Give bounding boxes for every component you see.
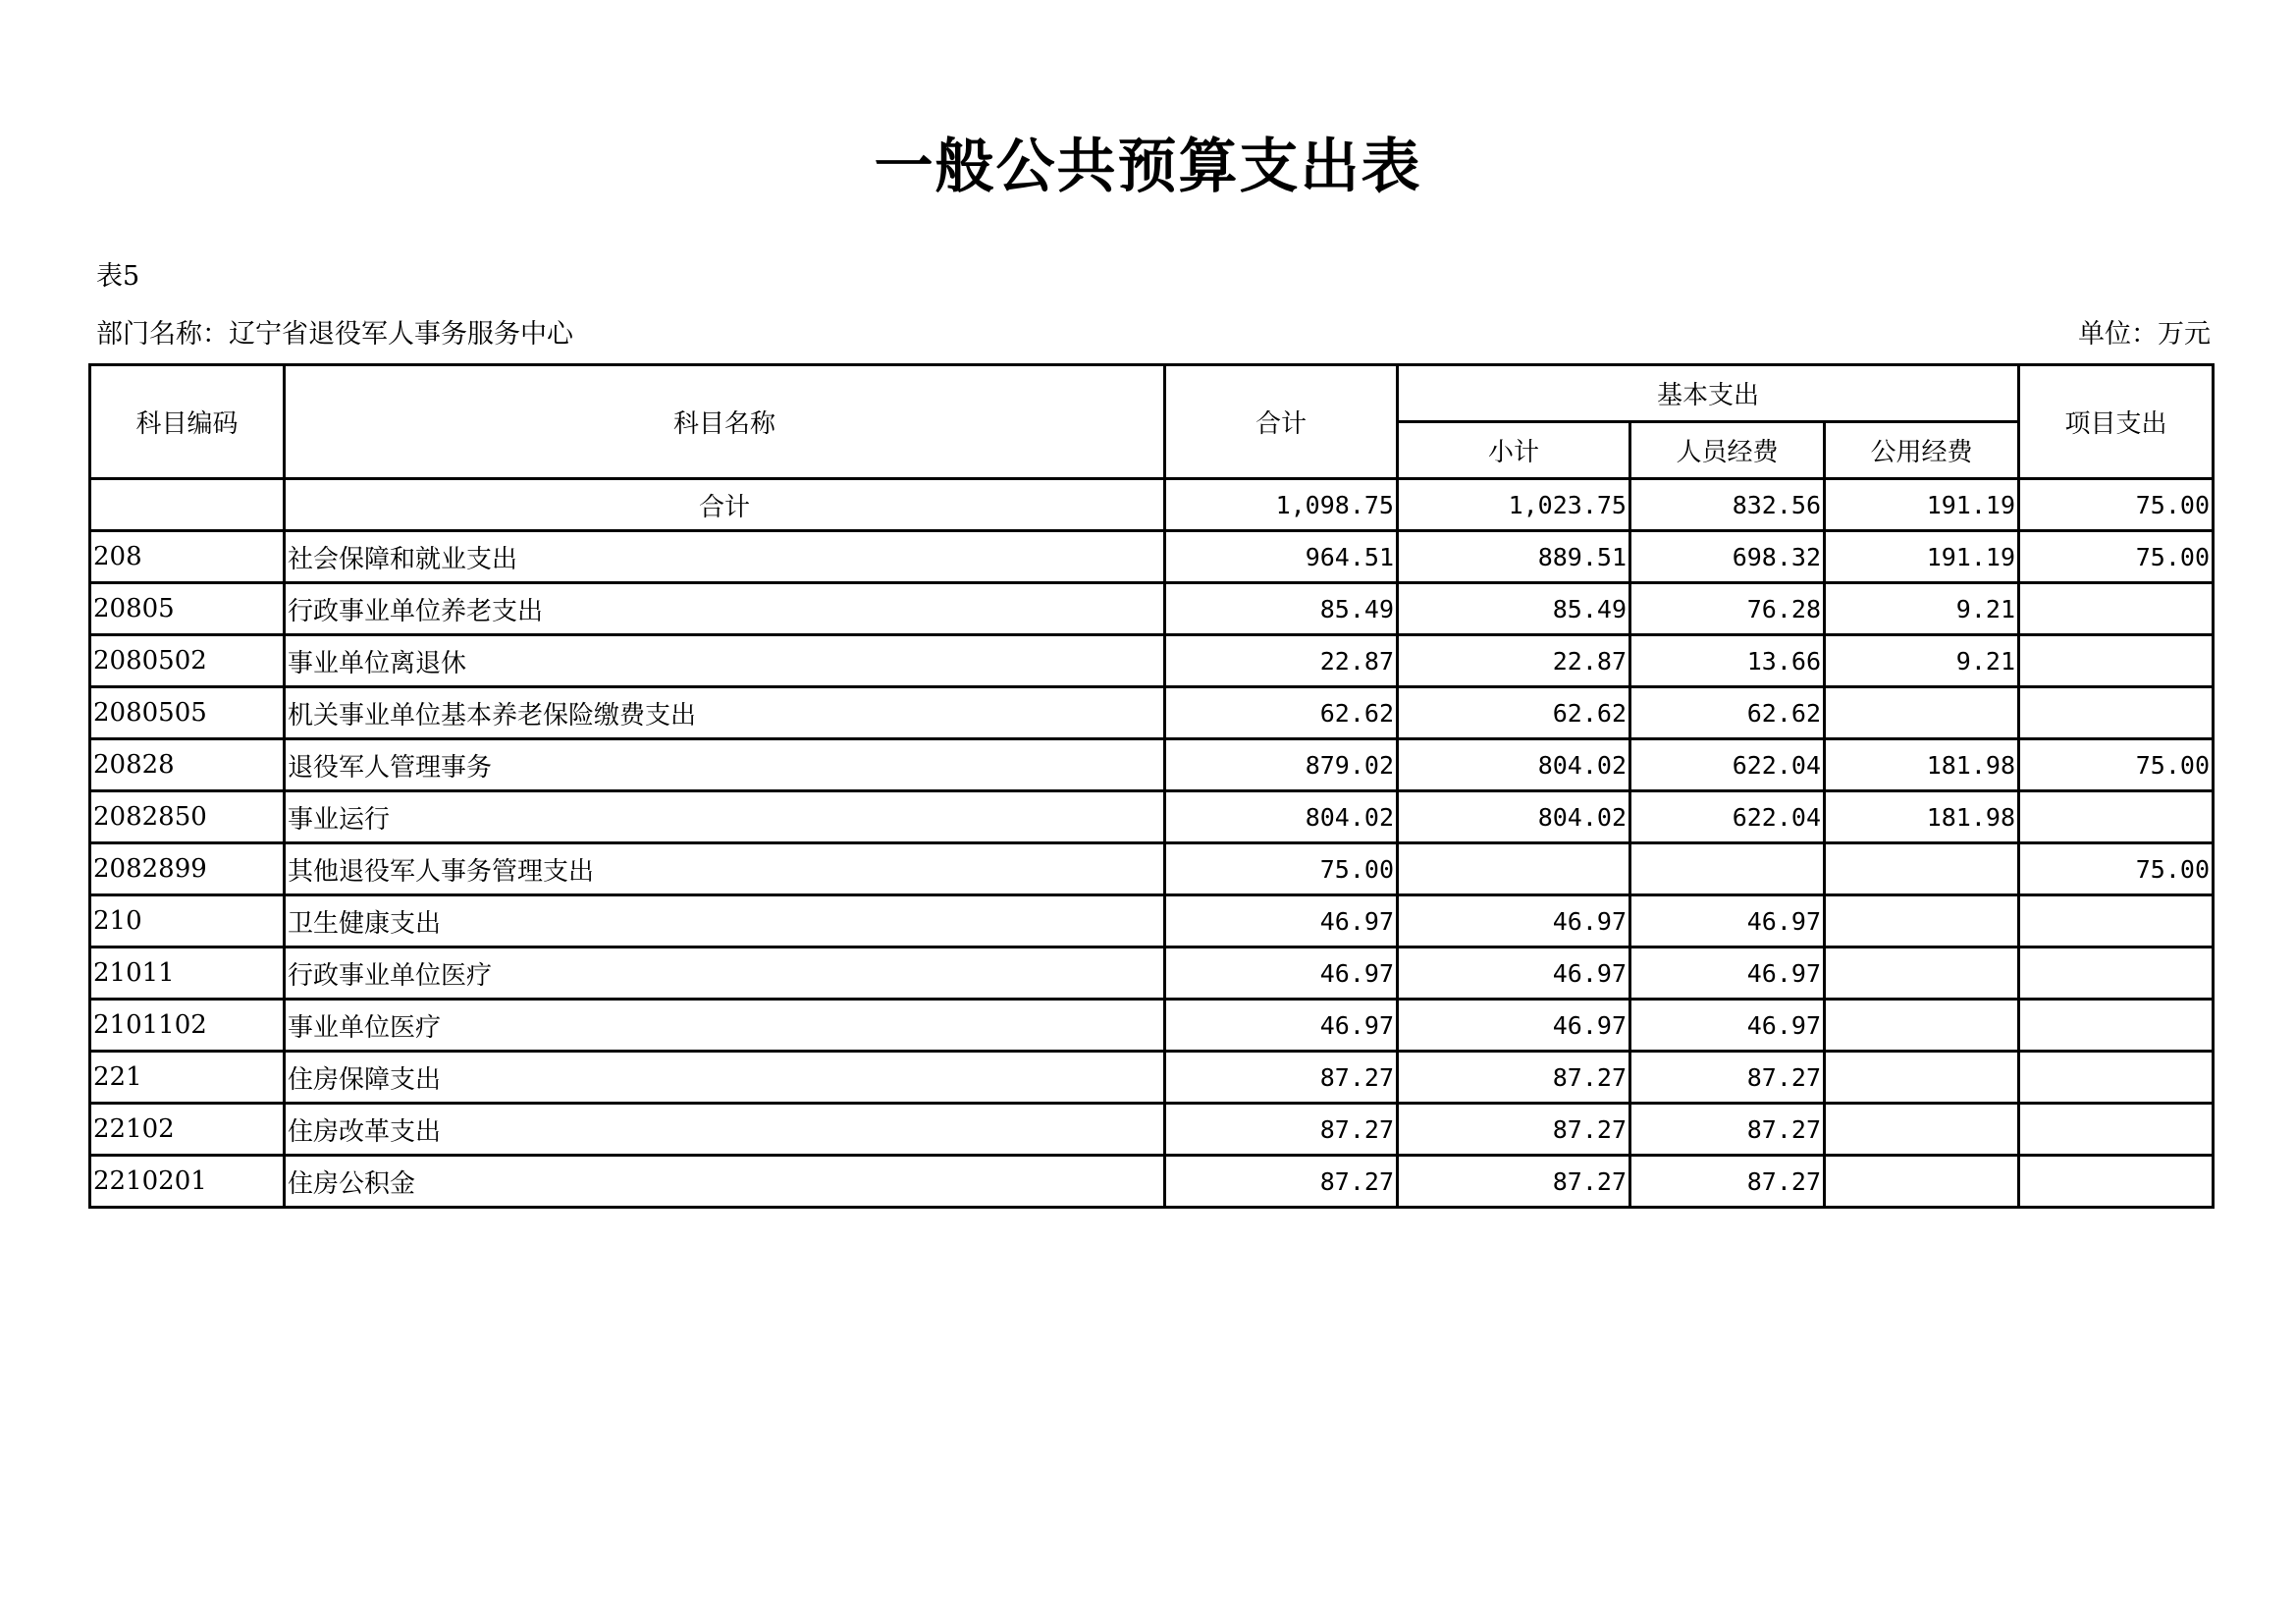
cell-public (1825, 1104, 2019, 1156)
cell-subtotal: 87.27 (1398, 1104, 1630, 1156)
cell-name: 卫生健康支出 (285, 895, 1165, 947)
total-row-personnel: 832.56 (1630, 479, 1825, 531)
header-code: 科目编码 (90, 365, 285, 479)
table-row (90, 895, 2214, 947)
cell-total: 46.97 (1165, 1000, 1398, 1052)
cell-code: 2082899 (90, 843, 285, 895)
cell-subtotal: 889.51 (1398, 531, 1630, 583)
cell-total: 804.02 (1165, 791, 1398, 843)
cell-name: 其他退役军人事务管理支出 (285, 843, 1165, 895)
cell-project: 75.00 (2019, 739, 2214, 791)
cell-code: 2101102 (90, 1000, 285, 1052)
table-row (90, 1104, 2214, 1156)
cell-personnel: 622.04 (1630, 739, 1825, 791)
cell-personnel: 46.97 (1630, 947, 1825, 1000)
table-row (90, 1052, 2214, 1104)
table-row (90, 1156, 2214, 1208)
header-subtotal: 小计 (1398, 422, 1630, 479)
cell-public (1825, 1052, 2019, 1104)
table-header (90, 365, 2214, 479)
cell-name: 行政事业单位养老支出 (285, 583, 1165, 635)
cell-code: 20805 (90, 583, 285, 635)
cell-public (1825, 843, 2019, 895)
table-body (90, 479, 2214, 1208)
total-row-project: 75.00 (2019, 479, 2214, 531)
cell-name: 事业单位离退休 (285, 635, 1165, 687)
cell-name: 退役军人管理事务 (285, 739, 1165, 791)
cell-project (2019, 1156, 2214, 1208)
budget-table (88, 363, 2215, 1209)
table-row (90, 843, 2214, 895)
cell-total: 87.27 (1165, 1156, 1398, 1208)
department-name: 部门名称：辽宁省退役军人事务服务中心 (96, 319, 573, 350)
cell-total: 85.49 (1165, 583, 1398, 635)
cell-project (2019, 1052, 2214, 1104)
total-row-public: 191.19 (1825, 479, 2019, 531)
cell-project: 75.00 (2019, 531, 2214, 583)
cell-name: 住房公积金 (285, 1156, 1165, 1208)
cell-code: 208 (90, 531, 285, 583)
cell-name: 住房保障支出 (285, 1052, 1165, 1104)
cell-personnel: 46.97 (1630, 895, 1825, 947)
cell-subtotal: 46.97 (1398, 947, 1630, 1000)
cell-code: 20828 (90, 739, 285, 791)
header-personnel: 人员经费 (1630, 422, 1825, 479)
header-project: 项目支出 (2019, 365, 2214, 479)
cell-public: 181.98 (1825, 791, 2019, 843)
cell-project (2019, 635, 2214, 687)
cell-name: 机关事业单位基本养老保险缴费支出 (285, 687, 1165, 739)
cell-total: 46.97 (1165, 895, 1398, 947)
cell-personnel: 76.28 (1630, 583, 1825, 635)
table-row (90, 687, 2214, 739)
cell-public (1825, 1156, 2019, 1208)
total-row-subtotal: 1,023.75 (1398, 479, 1630, 531)
header-total: 合计 (1165, 365, 1398, 479)
cell-public (1825, 895, 2019, 947)
cell-name: 社会保障和就业支出 (285, 531, 1165, 583)
cell-personnel (1630, 843, 1825, 895)
cell-project (2019, 1104, 2214, 1156)
cell-subtotal: 46.97 (1398, 1000, 1630, 1052)
cell-total: 62.62 (1165, 687, 1398, 739)
cell-subtotal: 46.97 (1398, 895, 1630, 947)
cell-code: 2082850 (90, 791, 285, 843)
cell-total: 22.87 (1165, 635, 1398, 687)
cell-public (1825, 1000, 2019, 1052)
cell-public (1825, 947, 2019, 1000)
total-row (90, 479, 2214, 531)
cell-code: 210 (90, 895, 285, 947)
total-row-total: 1,098.75 (1165, 479, 1398, 531)
header-public: 公用经费 (1825, 422, 2019, 479)
cell-total: 879.02 (1165, 739, 1398, 791)
cell-personnel: 87.27 (1630, 1156, 1825, 1208)
cell-name: 事业运行 (285, 791, 1165, 843)
table-row (90, 739, 2214, 791)
cell-public: 9.21 (1825, 635, 2019, 687)
cell-name: 住房改革支出 (285, 1104, 1165, 1156)
cell-total: 87.27 (1165, 1104, 1398, 1156)
cell-public (1825, 687, 2019, 739)
cell-project (2019, 791, 2214, 843)
table-number: 表5 (96, 261, 140, 292)
table-row (90, 947, 2214, 1000)
cell-code: 21011 (90, 947, 285, 1000)
cell-subtotal (1398, 843, 1630, 895)
table-row (90, 531, 2214, 583)
cell-name: 行政事业单位医疗 (285, 947, 1165, 1000)
table-row (90, 791, 2214, 843)
cell-code: 2080502 (90, 635, 285, 687)
header-name: 科目名称 (285, 365, 1165, 479)
cell-subtotal: 22.87 (1398, 635, 1630, 687)
cell-subtotal: 85.49 (1398, 583, 1630, 635)
cell-personnel: 87.27 (1630, 1052, 1825, 1104)
cell-subtotal: 62.62 (1398, 687, 1630, 739)
cell-personnel: 87.27 (1630, 1104, 1825, 1156)
cell-personnel: 62.62 (1630, 687, 1825, 739)
table-row (90, 583, 2214, 635)
cell-project (2019, 895, 2214, 947)
cell-subtotal: 87.27 (1398, 1052, 1630, 1104)
cell-name: 事业单位医疗 (285, 1000, 1165, 1052)
cell-total: 87.27 (1165, 1052, 1398, 1104)
cell-code: 2210201 (90, 1156, 285, 1208)
cell-code: 221 (90, 1052, 285, 1104)
cell-public: 191.19 (1825, 531, 2019, 583)
cell-total: 75.00 (1165, 843, 1398, 895)
cell-public: 9.21 (1825, 583, 2019, 635)
table-row (90, 635, 2214, 687)
cell-personnel: 46.97 (1630, 1000, 1825, 1052)
cell-project: 75.00 (2019, 843, 2214, 895)
cell-project (2019, 583, 2214, 635)
total-row-label: 合计 (285, 479, 1165, 531)
cell-personnel: 622.04 (1630, 791, 1825, 843)
total-row-code (90, 479, 285, 531)
cell-personnel: 13.66 (1630, 635, 1825, 687)
cell-total: 964.51 (1165, 531, 1398, 583)
cell-total: 46.97 (1165, 947, 1398, 1000)
cell-subtotal: 87.27 (1398, 1156, 1630, 1208)
cell-project (2019, 1000, 2214, 1052)
cell-code: 22102 (90, 1104, 285, 1156)
cell-personnel: 698.32 (1630, 531, 1825, 583)
header-basic: 基本支出 (1398, 365, 2019, 422)
table-row (90, 1000, 2214, 1052)
cell-subtotal: 804.02 (1398, 739, 1630, 791)
cell-public: 181.98 (1825, 739, 2019, 791)
cell-subtotal: 804.02 (1398, 791, 1630, 843)
cell-code: 2080505 (90, 687, 285, 739)
unit-label: 单位：万元 (2078, 319, 2211, 350)
cell-project (2019, 687, 2214, 739)
page-title: 一般公共预算支出表 (874, 133, 1422, 201)
cell-project (2019, 947, 2214, 1000)
